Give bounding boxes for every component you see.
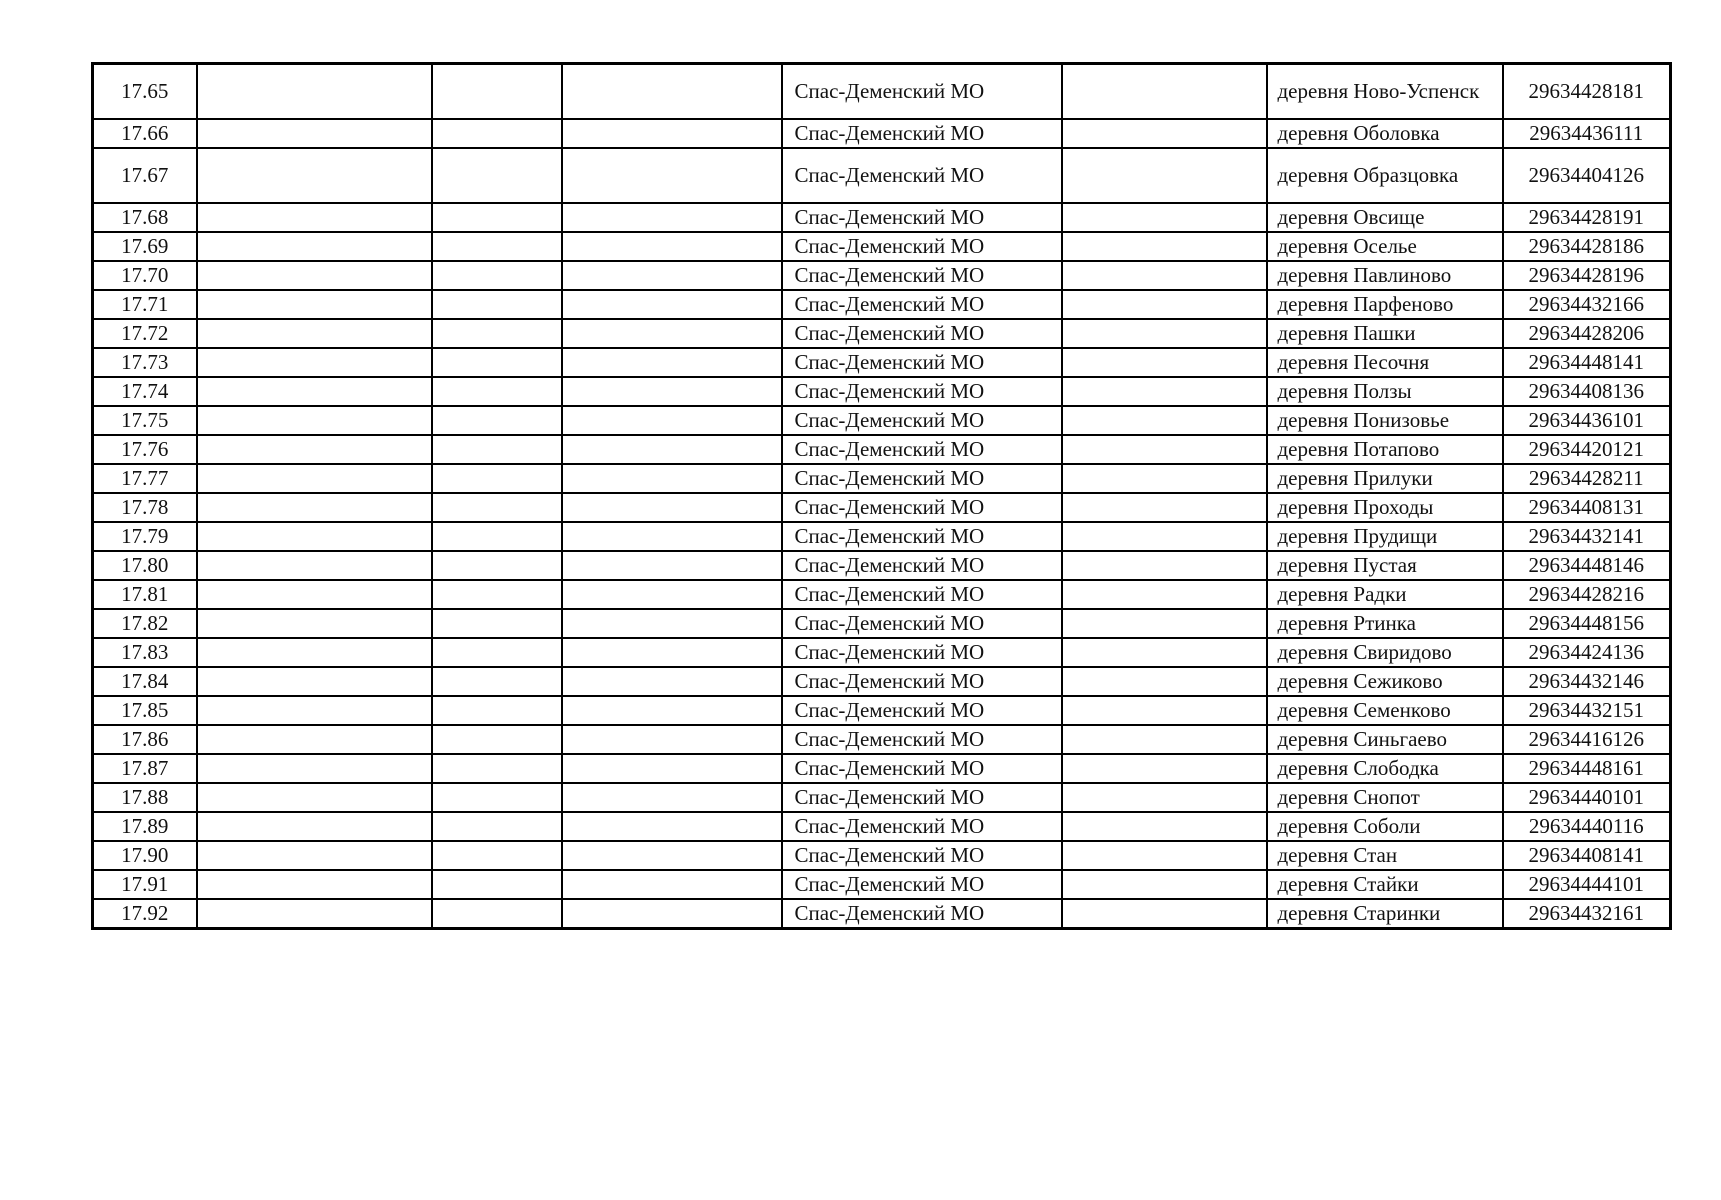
empty-cell [432, 261, 562, 290]
municipality-cell: Спас-Деменский МО [782, 522, 1062, 551]
row-number-cell: 17.68 [93, 203, 197, 232]
empty-cell [562, 319, 782, 348]
empty-cell [197, 522, 432, 551]
row-number-cell: 17.71 [93, 290, 197, 319]
table-row [93, 783, 1671, 812]
settlement-cell: деревня Ртинка [1267, 609, 1503, 638]
oktmo-code-cell: 29634428196 [1503, 261, 1671, 290]
empty-cell [197, 232, 432, 261]
empty-cell [562, 119, 782, 148]
municipality-cell: Спас-Деменский МО [782, 899, 1062, 929]
empty-cell [1062, 638, 1267, 667]
oktmo-code-cell: 29634428186 [1503, 232, 1671, 261]
row-number-cell: 17.70 [93, 261, 197, 290]
municipality-cell: Спас-Деменский МО [782, 203, 1062, 232]
empty-cell [432, 899, 562, 929]
row-number-cell: 17.77 [93, 464, 197, 493]
empty-cell [562, 522, 782, 551]
empty-cell [562, 493, 782, 522]
empty-cell [1062, 232, 1267, 261]
empty-cell [432, 870, 562, 899]
empty-cell [197, 493, 432, 522]
empty-cell [197, 203, 432, 232]
row-number-cell: 17.67 [93, 148, 197, 203]
table-row [93, 406, 1671, 435]
municipality-cell: Спас-Деменский МО [782, 638, 1062, 667]
municipality-cell: Спас-Деменский МО [782, 319, 1062, 348]
empty-cell [197, 841, 432, 870]
settlement-cell: деревня Синьгаево [1267, 725, 1503, 754]
settlement-cell: деревня Пустая [1267, 551, 1503, 580]
empty-cell [197, 119, 432, 148]
empty-cell [197, 899, 432, 929]
empty-cell [432, 148, 562, 203]
table-row [93, 119, 1671, 148]
empty-cell [562, 377, 782, 406]
municipality-cell: Спас-Деменский МО [782, 870, 1062, 899]
row-number-cell: 17.83 [93, 638, 197, 667]
empty-cell [1062, 725, 1267, 754]
empty-cell [562, 232, 782, 261]
oktmo-code-cell: 29634428211 [1503, 464, 1671, 493]
empty-cell [432, 406, 562, 435]
empty-cell [432, 119, 562, 148]
row-number-cell: 17.81 [93, 580, 197, 609]
municipality-cell: Спас-Деменский МО [782, 232, 1062, 261]
empty-cell [1062, 406, 1267, 435]
empty-cell [562, 783, 782, 812]
municipality-cell: Спас-Деменский МО [782, 783, 1062, 812]
empty-cell [432, 841, 562, 870]
empty-cell [197, 870, 432, 899]
empty-cell [432, 551, 562, 580]
table-row [93, 435, 1671, 464]
empty-cell [197, 406, 432, 435]
empty-cell [562, 725, 782, 754]
row-number-cell: 17.84 [93, 667, 197, 696]
settlement-cell: деревня Ново-Успенск [1267, 64, 1503, 120]
empty-cell [432, 232, 562, 261]
empty-cell [432, 522, 562, 551]
municipality-cell: Спас-Деменский МО [782, 348, 1062, 377]
empty-cell [197, 754, 432, 783]
oktmo-code-cell: 29634428216 [1503, 580, 1671, 609]
row-number-cell: 17.90 [93, 841, 197, 870]
oktmo-code-cell: 29634436101 [1503, 406, 1671, 435]
table-row [93, 696, 1671, 725]
empty-cell [1062, 696, 1267, 725]
empty-cell [1062, 319, 1267, 348]
row-number-cell: 17.75 [93, 406, 197, 435]
table-row [93, 725, 1671, 754]
empty-cell [432, 435, 562, 464]
settlement-cell: деревня Соболи [1267, 812, 1503, 841]
empty-cell [1062, 203, 1267, 232]
empty-cell [1062, 754, 1267, 783]
oktmo-code-cell: 29634432141 [1503, 522, 1671, 551]
row-number-cell: 17.80 [93, 551, 197, 580]
empty-cell [562, 148, 782, 203]
settlement-cell: деревня Оселье [1267, 232, 1503, 261]
empty-cell [1062, 609, 1267, 638]
row-number-cell: 17.65 [93, 64, 197, 120]
empty-cell [1062, 841, 1267, 870]
oktmo-code-cell: 29634428206 [1503, 319, 1671, 348]
row-number-cell: 17.85 [93, 696, 197, 725]
empty-cell [432, 203, 562, 232]
empty-cell [197, 435, 432, 464]
row-number-cell: 17.69 [93, 232, 197, 261]
empty-cell [197, 319, 432, 348]
empty-cell [197, 551, 432, 580]
empty-cell [197, 725, 432, 754]
municipality-cell: Спас-Деменский МО [782, 435, 1062, 464]
settlement-cell: деревня Овсище [1267, 203, 1503, 232]
empty-cell [432, 348, 562, 377]
empty-cell [1062, 870, 1267, 899]
table-row [93, 609, 1671, 638]
empty-cell [562, 812, 782, 841]
empty-cell [562, 406, 782, 435]
empty-cell [1062, 348, 1267, 377]
table-row [93, 290, 1671, 319]
settlement-cell: деревня Понизовье [1267, 406, 1503, 435]
empty-cell [1062, 667, 1267, 696]
oktmo-code-cell: 29634448146 [1503, 551, 1671, 580]
municipality-cell: Спас-Деменский МО [782, 464, 1062, 493]
empty-cell [562, 841, 782, 870]
empty-cell [562, 64, 782, 120]
row-number-cell: 17.86 [93, 725, 197, 754]
table-row [93, 551, 1671, 580]
settlement-cell: деревня Проходы [1267, 493, 1503, 522]
empty-cell [562, 899, 782, 929]
empty-cell [1062, 64, 1267, 120]
table-row [93, 899, 1671, 929]
table-row [93, 377, 1671, 406]
empty-cell [562, 203, 782, 232]
empty-cell [1062, 899, 1267, 929]
settlement-cell: деревня Прудищи [1267, 522, 1503, 551]
settlement-cell: деревня Сежиково [1267, 667, 1503, 696]
empty-cell [197, 464, 432, 493]
empty-cell [432, 812, 562, 841]
empty-cell [432, 667, 562, 696]
empty-cell [562, 261, 782, 290]
empty-cell [562, 609, 782, 638]
table-body [93, 64, 1671, 929]
empty-cell [1062, 261, 1267, 290]
empty-cell [432, 725, 562, 754]
empty-cell [197, 609, 432, 638]
empty-cell [432, 290, 562, 319]
empty-cell [197, 580, 432, 609]
settlement-cell: деревня Прилуки [1267, 464, 1503, 493]
oktmo-code-cell: 29634448141 [1503, 348, 1671, 377]
empty-cell [197, 812, 432, 841]
row-number-cell: 17.79 [93, 522, 197, 551]
oktmo-code-cell: 29634408131 [1503, 493, 1671, 522]
empty-cell [1062, 290, 1267, 319]
oktmo-code-cell: 29634436111 [1503, 119, 1671, 148]
row-number-cell: 17.87 [93, 754, 197, 783]
empty-cell [1062, 377, 1267, 406]
municipality-cell: Спас-Деменский МО [782, 580, 1062, 609]
municipality-cell: Спас-Деменский МО [782, 119, 1062, 148]
settlement-cell: деревня Ползы [1267, 377, 1503, 406]
empty-cell [1062, 522, 1267, 551]
empty-cell [562, 870, 782, 899]
municipality-cell: Спас-Деменский МО [782, 841, 1062, 870]
oktmo-code-cell: 29634416126 [1503, 725, 1671, 754]
empty-cell [1062, 435, 1267, 464]
row-number-cell: 17.73 [93, 348, 197, 377]
empty-cell [1062, 783, 1267, 812]
row-number-cell: 17.89 [93, 812, 197, 841]
empty-cell [432, 64, 562, 120]
oktmo-code-cell: 29634432151 [1503, 696, 1671, 725]
oktmo-code-cell: 29634420121 [1503, 435, 1671, 464]
oktmo-code-cell: 29634440101 [1503, 783, 1671, 812]
oktmo-code-cell: 29634440116 [1503, 812, 1671, 841]
empty-cell [432, 580, 562, 609]
settlement-cell: деревня Слободка [1267, 754, 1503, 783]
empty-cell [197, 638, 432, 667]
oktmo-code-cell: 29634408136 [1503, 377, 1671, 406]
settlement-cell: деревня Оболовка [1267, 119, 1503, 148]
empty-cell [432, 377, 562, 406]
table-row [93, 522, 1671, 551]
empty-cell [562, 464, 782, 493]
settlement-cell: деревня Образцовка [1267, 148, 1503, 203]
empty-cell [562, 290, 782, 319]
empty-cell [432, 319, 562, 348]
empty-cell [197, 783, 432, 812]
empty-cell [197, 696, 432, 725]
row-number-cell: 17.74 [93, 377, 197, 406]
municipality-cell: Спас-Деменский МО [782, 148, 1062, 203]
empty-cell [1062, 493, 1267, 522]
municipality-cell: Спас-Деменский МО [782, 754, 1062, 783]
empty-cell [1062, 812, 1267, 841]
empty-cell [1062, 148, 1267, 203]
settlement-cell: деревня Пашки [1267, 319, 1503, 348]
oktmo-code-cell: 29634444101 [1503, 870, 1671, 899]
municipality-cell: Спас-Деменский МО [782, 609, 1062, 638]
empty-cell [432, 696, 562, 725]
empty-cell [432, 493, 562, 522]
settlement-cell: деревня Павлиново [1267, 261, 1503, 290]
row-number-cell: 17.88 [93, 783, 197, 812]
settlement-cell: деревня Парфеново [1267, 290, 1503, 319]
oktmo-code-cell: 29634424136 [1503, 638, 1671, 667]
row-number-cell: 17.78 [93, 493, 197, 522]
table-row [93, 812, 1671, 841]
empty-cell [432, 609, 562, 638]
oktmo-code-cell: 29634428181 [1503, 64, 1671, 120]
settlement-cell: деревня Потапово [1267, 435, 1503, 464]
row-number-cell: 17.72 [93, 319, 197, 348]
empty-cell [562, 667, 782, 696]
table-row [93, 841, 1671, 870]
table-row [93, 148, 1671, 203]
empty-cell [197, 261, 432, 290]
table-row [93, 203, 1671, 232]
oktmo-code-cell: 29634404126 [1503, 148, 1671, 203]
settlement-cell: деревня Семенково [1267, 696, 1503, 725]
empty-cell [197, 64, 432, 120]
oktmo-code-cell: 29634448156 [1503, 609, 1671, 638]
settlement-register-table [91, 62, 1672, 930]
empty-cell [562, 696, 782, 725]
row-number-cell: 17.82 [93, 609, 197, 638]
settlement-cell: деревня Старинки [1267, 899, 1503, 929]
empty-cell [432, 638, 562, 667]
table-row [93, 232, 1671, 261]
table-row [93, 319, 1671, 348]
table-row [93, 754, 1671, 783]
empty-cell [197, 148, 432, 203]
municipality-cell: Спас-Деменский МО [782, 64, 1062, 120]
oktmo-code-cell: 29634432161 [1503, 899, 1671, 929]
empty-cell [562, 348, 782, 377]
empty-cell [562, 580, 782, 609]
table-row [93, 638, 1671, 667]
settlement-cell: деревня Снопот [1267, 783, 1503, 812]
municipality-cell: Спас-Деменский МО [782, 290, 1062, 319]
oktmo-code-cell: 29634432166 [1503, 290, 1671, 319]
empty-cell [1062, 551, 1267, 580]
municipality-cell: Спас-Деменский МО [782, 551, 1062, 580]
settlement-cell: деревня Свиридово [1267, 638, 1503, 667]
municipality-cell: Спас-Деменский МО [782, 725, 1062, 754]
table-row [93, 464, 1671, 493]
municipality-cell: Спас-Деменский МО [782, 493, 1062, 522]
empty-cell [432, 754, 562, 783]
table-row [93, 493, 1671, 522]
oktmo-code-cell: 29634448161 [1503, 754, 1671, 783]
municipality-cell: Спас-Деменский МО [782, 406, 1062, 435]
oktmo-code-cell: 29634432146 [1503, 667, 1671, 696]
empty-cell [1062, 464, 1267, 493]
municipality-cell: Спас-Деменский МО [782, 696, 1062, 725]
empty-cell [562, 435, 782, 464]
municipality-cell: Спас-Деменский МО [782, 377, 1062, 406]
empty-cell [1062, 580, 1267, 609]
empty-cell [562, 551, 782, 580]
row-number-cell: 17.66 [93, 119, 197, 148]
empty-cell [432, 783, 562, 812]
row-number-cell: 17.92 [93, 899, 197, 929]
empty-cell [562, 638, 782, 667]
settlement-cell: деревня Стан [1267, 841, 1503, 870]
oktmo-code-cell: 29634408141 [1503, 841, 1671, 870]
empty-cell [562, 754, 782, 783]
table-row [93, 64, 1671, 120]
municipality-cell: Спас-Деменский МО [782, 667, 1062, 696]
table-row [93, 580, 1671, 609]
oktmo-code-cell: 29634428191 [1503, 203, 1671, 232]
table-row [93, 261, 1671, 290]
settlement-cell: деревня Песочня [1267, 348, 1503, 377]
empty-cell [197, 290, 432, 319]
empty-cell [432, 464, 562, 493]
municipality-cell: Спас-Деменский МО [782, 261, 1062, 290]
empty-cell [1062, 119, 1267, 148]
empty-cell [197, 667, 432, 696]
table-row [93, 870, 1671, 899]
row-number-cell: 17.91 [93, 870, 197, 899]
table-row [93, 667, 1671, 696]
settlement-cell: деревня Радки [1267, 580, 1503, 609]
municipality-cell: Спас-Деменский МО [782, 812, 1062, 841]
settlement-cell: деревня Стайки [1267, 870, 1503, 899]
empty-cell [197, 348, 432, 377]
row-number-cell: 17.76 [93, 435, 197, 464]
empty-cell [197, 377, 432, 406]
table-row [93, 348, 1671, 377]
